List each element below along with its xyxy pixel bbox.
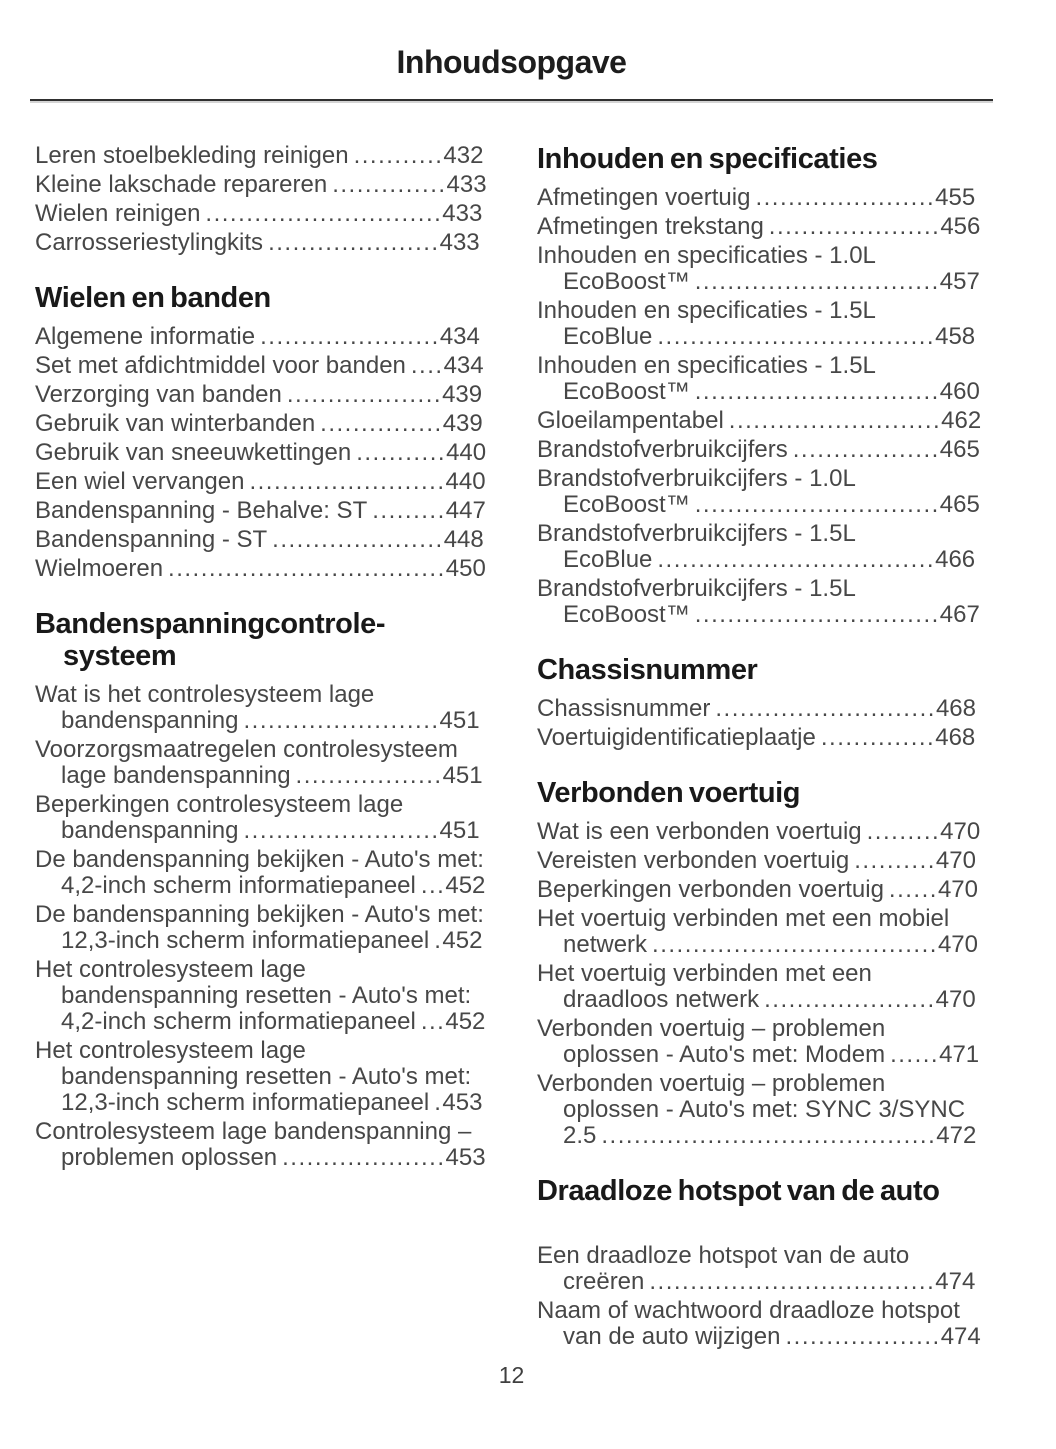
toc-entry[interactable] <box>537 408 983 434</box>
toc-entry[interactable] <box>35 411 487 437</box>
toc-entry-page-number: 452 <box>445 872 486 899</box>
toc-section <box>537 777 983 1149</box>
toc-entry[interactable] <box>537 576 983 628</box>
toc-entry[interactable] <box>537 521 983 573</box>
toc-section <box>35 282 487 582</box>
toc-entry-label: Wat is het controlesysteem lage bandenspanning <box>35 681 375 734</box>
toc-column-left <box>35 143 487 1174</box>
toc-entry-page-number: 451 <box>439 817 480 844</box>
toc-entry-page-number: 470 <box>935 986 976 1013</box>
section-heading: Verbonden voertuig <box>537 777 801 809</box>
toc-entry-label: Het voertuig verbinden met een mobiel netwerk <box>537 905 950 958</box>
toc-entry[interactable] <box>537 298 983 350</box>
toc-entry-label: Gebruik van winterbanden <box>35 410 316 437</box>
toc-entry-label: Vereisten verbonden voertuig <box>537 847 850 874</box>
dot-leader: ... <box>420 872 446 899</box>
toc-entry-label: De bandenspanning bekijken - Auto's met: 4,2-inch scherm informatiepaneel <box>35 846 484 899</box>
toc-entry-page-number: 439 <box>442 410 483 437</box>
toc-entry-page-number: 457 <box>939 268 980 295</box>
toc-entry[interactable] <box>537 848 983 874</box>
toc-entry-label: Voertuigidentificatieplaatje <box>537 724 816 751</box>
toc-entry-page-number: 472 <box>936 1122 977 1149</box>
toc-entry-label: Inhouden en specificaties - 1.5L EcoBoost™ <box>537 352 876 405</box>
dot-leader: ................... <box>785 1323 941 1350</box>
toc-entry-page-number: 447 <box>445 497 486 524</box>
toc-entry[interactable] <box>35 440 487 466</box>
toc-entry-label: Inhouden en specificaties - 1.0L EcoBoost™ <box>537 242 876 295</box>
dot-leader: .................. <box>792 436 940 463</box>
toc-entry-page-number: 453 <box>445 1144 486 1171</box>
toc-entry-label: Afmetingen voertuig <box>537 184 751 211</box>
dot-leader: .............................. <box>694 601 940 628</box>
toc-entry-page-number: 470 <box>935 847 976 874</box>
toc-entry-label: Algemene informatie <box>35 323 256 350</box>
dot-leader: ......... <box>372 497 446 524</box>
toc-entry-page-number: 467 <box>939 601 980 628</box>
toc-entry-label: Inhouden en specificaties - 1.5L EcoBlue <box>537 297 876 350</box>
toc-entry[interactable] <box>35 792 487 844</box>
dot-leader: .... <box>410 352 444 379</box>
toc-entry[interactable] <box>537 819 983 845</box>
dot-leader: . <box>434 927 443 954</box>
dot-leader: ...................... <box>260 323 440 350</box>
toc-entry[interactable] <box>537 214 983 240</box>
toc-entry-page-number: 470 <box>937 876 978 903</box>
dot-leader: .......... <box>854 847 936 874</box>
toc-entry-label: Leren stoelbekleding reinigen <box>35 142 349 169</box>
dot-leader: .................................. <box>657 546 936 573</box>
toc-section <box>537 143 983 628</box>
toc-entry[interactable] <box>35 527 487 553</box>
dot-leader: .............. <box>332 171 447 198</box>
toc-entry-page-number: 433 <box>446 171 487 198</box>
toc-entry-page-number: 471 <box>939 1041 980 1068</box>
dot-leader: . <box>434 1089 443 1116</box>
toc-entry-page-number: 458 <box>935 323 976 350</box>
toc-entry-page-number: 452 <box>445 1008 486 1035</box>
toc-section <box>35 608 487 1171</box>
page-number: 12 <box>498 1362 525 1388</box>
dot-leader: ......................................... <box>601 1122 937 1149</box>
toc-entry[interactable] <box>537 353 983 405</box>
toc-entry-label: Brandstofverbruikcijfers - 1.5L EcoBoost™ <box>537 575 855 628</box>
dot-leader: .......................... <box>728 407 942 434</box>
toc-entry-label: Kleine lakschade repareren <box>35 171 328 198</box>
dot-leader: ..................... <box>268 229 440 256</box>
toc-entry-label: Afmetingen trekstang <box>537 213 764 240</box>
toc-entry-label: Gebruik van sneeuwkettingen <box>35 439 352 466</box>
toc-entry[interactable] <box>35 682 487 734</box>
toc-entry-label: De bandenspanning bekijken - Auto's met: 12,3-inch scherm informatiepaneel <box>35 901 484 954</box>
toc-entry-label: Het controlesysteem lage bandenspanning resetten - Auto's met: 4,2-inch scherm informatiepaneel <box>35 956 472 1035</box>
toc-entry-label: Wielmoeren <box>35 555 164 582</box>
dot-leader: .................... <box>282 1144 446 1171</box>
title-rule <box>30 99 993 101</box>
toc-entry-page-number: 456 <box>940 213 981 240</box>
toc-entry-label: Bandenspanning - ST <box>35 526 268 553</box>
toc-entry-page-number: 455 <box>935 184 976 211</box>
toc-entry[interactable] <box>537 1071 983 1149</box>
toc-entry-page-number: 452 <box>442 927 483 954</box>
dot-leader: ......... <box>866 818 941 845</box>
toc-section <box>537 1175 983 1350</box>
toc-entry-label: Beperkingen controlesysteem lage bandenspanning <box>35 791 404 844</box>
dot-leader: .................................. <box>657 323 936 350</box>
toc-entry-page-number: 432 <box>443 142 484 169</box>
dot-leader: ........... <box>356 439 447 466</box>
toc-entry-label: Bandenspanning - Behalve: ST <box>35 497 368 524</box>
dot-leader: .............. <box>820 724 936 751</box>
toc-entry-page-number: 474 <box>940 1323 981 1350</box>
toc-page <box>30 0 993 1353</box>
toc-entry[interactable] <box>537 1243 983 1295</box>
dot-leader: ..................... <box>764 986 936 1013</box>
toc-entry-label: Brandstofverbruikcijfers - 1.0L EcoBoost™ <box>537 465 855 518</box>
toc-entry[interactable] <box>537 877 983 903</box>
toc-entry[interactable] <box>537 437 983 463</box>
toc-entry-label: Beperkingen verbonden voertuig <box>537 876 884 903</box>
section-heading: Chassisnummer <box>537 654 758 686</box>
section-heading: Draadloze hotspot van de auto <box>537 1175 940 1207</box>
dot-leader: .............................. <box>694 378 940 405</box>
dot-leader: ............................. <box>205 200 443 227</box>
dot-leader: ........................ <box>243 707 440 734</box>
toc-entry-page-number: 440 <box>445 468 486 495</box>
section-heading: Bandenspanningcontrole-systeem <box>35 608 386 672</box>
toc-entry-label: Een wiel vervangen <box>35 468 245 495</box>
dot-leader: .................................. <box>168 555 446 582</box>
dot-leader: ........................... <box>715 695 936 722</box>
toc-entry-label: Wat is een verbonden voertuig <box>537 818 862 845</box>
toc-entry-label: Het voertuig verbinden met een draadloos netwerk <box>537 960 872 1013</box>
toc-entry-page-number: 468 <box>935 695 976 722</box>
toc-entry-label: Het controlesysteem lage bandenspanning resetten - Auto's met: 12,3-inch scherm informatiepaneel <box>35 1037 472 1116</box>
toc-entry-label: Verzorging van banden <box>35 381 282 408</box>
section-heading: Wielen en banden <box>35 282 271 314</box>
toc-entry-page-number: 439 <box>442 381 483 408</box>
dot-leader: ...... <box>888 876 938 903</box>
toc-entry-label: Voorzorgsmaatregelen controlesysteem lage bandenspanning <box>35 736 458 789</box>
dot-leader: ........................ <box>249 468 446 495</box>
toc-entry-label: Gloeilampentabel <box>537 407 724 434</box>
dot-leader: ..................... <box>272 526 444 553</box>
toc-entry[interactable] <box>35 847 487 899</box>
dot-leader: ........... <box>353 142 444 169</box>
toc-column-right <box>537 143 983 1353</box>
dot-leader: ................................... <box>649 1268 936 1295</box>
toc-entry-page-number: 474 <box>935 1268 976 1295</box>
toc-entry-page-number: 468 <box>935 724 976 751</box>
toc-entry[interactable] <box>537 1016 983 1068</box>
toc-entry[interactable] <box>35 902 487 954</box>
dot-leader: ..................... <box>768 213 941 240</box>
toc-entry-page-number: 448 <box>443 526 484 553</box>
dot-leader: ... <box>420 1008 446 1035</box>
toc-section <box>537 654 983 751</box>
toc-entry-page-number: 466 <box>935 546 976 573</box>
toc-entry-label: Brandstofverbruikcijfers - 1.5L EcoBlue <box>537 520 855 573</box>
toc-entry-label: Carrosseriestylingkits <box>35 229 264 256</box>
toc-entry[interactable] <box>35 1119 487 1171</box>
toc-entry[interactable] <box>35 1038 487 1116</box>
toc-entry-page-number: 465 <box>939 491 980 518</box>
page-title: Inhoudsopgave <box>396 44 627 80</box>
toc-entry-label: Set met afdichtmiddel voor banden <box>35 352 406 379</box>
toc-entry[interactable] <box>537 725 983 751</box>
toc-entry-page-number: 465 <box>939 436 980 463</box>
toc-entry-page-number: 451 <box>442 762 483 789</box>
toc-entry-label: Controlesysteem lage bandenspanning – problemen oplossen <box>35 1118 472 1171</box>
toc-entry[interactable] <box>35 556 487 582</box>
toc-entry[interactable] <box>35 382 487 408</box>
toc-entry-page-number: 470 <box>940 818 981 845</box>
dot-leader: ............... <box>320 410 443 437</box>
toc-entry[interactable] <box>537 696 983 722</box>
toc-entry-page-number: 470 <box>937 931 978 958</box>
toc-entry[interactable] <box>537 906 983 958</box>
toc-entry[interactable] <box>35 324 487 350</box>
toc-entry-label: Chassisnummer <box>537 695 711 722</box>
toc-entry-label: Naam of wachtwoord draadloze hotspot van de auto wijzigen <box>537 1297 960 1350</box>
toc-entry-page-number: 462 <box>941 407 982 434</box>
toc-entry-page-number: 450 <box>445 555 486 582</box>
dot-leader: .................. <box>295 762 443 789</box>
toc-section <box>35 143 487 256</box>
toc-entry-page-number: 453 <box>442 1089 483 1116</box>
toc-columns <box>30 143 993 1353</box>
toc-entry[interactable] <box>35 201 487 227</box>
toc-entry[interactable] <box>35 498 487 524</box>
toc-entry[interactable] <box>35 353 487 379</box>
toc-entry-page-number: 440 <box>446 439 487 466</box>
toc-entry[interactable] <box>35 172 487 198</box>
toc-entry[interactable] <box>537 185 983 211</box>
toc-entry-page-number: 433 <box>439 229 480 256</box>
toc-entry-label: Verbonden voertuig – problemen oplossen - Auto's met: Modem <box>537 1015 886 1068</box>
toc-entry-label: Een draadloze hotspot van de auto creëren <box>537 1242 910 1295</box>
dot-leader: ........................ <box>243 817 440 844</box>
dot-leader: .............................. <box>694 491 940 518</box>
toc-entry[interactable] <box>537 243 983 295</box>
toc-entry[interactable] <box>537 466 983 518</box>
toc-entry-label: Wielen reinigen <box>35 200 201 227</box>
toc-entry-page-number: 451 <box>439 707 480 734</box>
toc-entry-label: Verbonden voertuig – problemen oplossen - Auto's met: SYNC 3/SYNC 2.5 <box>537 1070 966 1149</box>
dot-leader: ................... <box>286 381 443 408</box>
toc-entry[interactable] <box>35 469 487 495</box>
toc-entry-page-number: 433 <box>442 200 483 227</box>
toc-entry[interactable] <box>35 230 487 256</box>
toc-entry-label: Brandstofverbruikcijfers <box>537 436 788 463</box>
toc-entry[interactable] <box>35 143 487 169</box>
toc-entry[interactable] <box>35 957 487 1035</box>
toc-entry-page-number: 434 <box>443 352 484 379</box>
toc-entry-page-number: 460 <box>939 378 980 405</box>
dot-leader: ...................... <box>755 184 936 211</box>
dot-leader: ................................... <box>652 931 938 958</box>
toc-entry[interactable] <box>537 1298 983 1350</box>
toc-entry-page-number: 434 <box>439 323 480 350</box>
dot-leader: .............................. <box>694 268 940 295</box>
toc-entry[interactable] <box>35 737 487 789</box>
toc-entry[interactable] <box>537 961 983 1013</box>
dot-leader: ...... <box>890 1041 940 1068</box>
section-heading: Inhouden en specificaties <box>537 143 878 175</box>
